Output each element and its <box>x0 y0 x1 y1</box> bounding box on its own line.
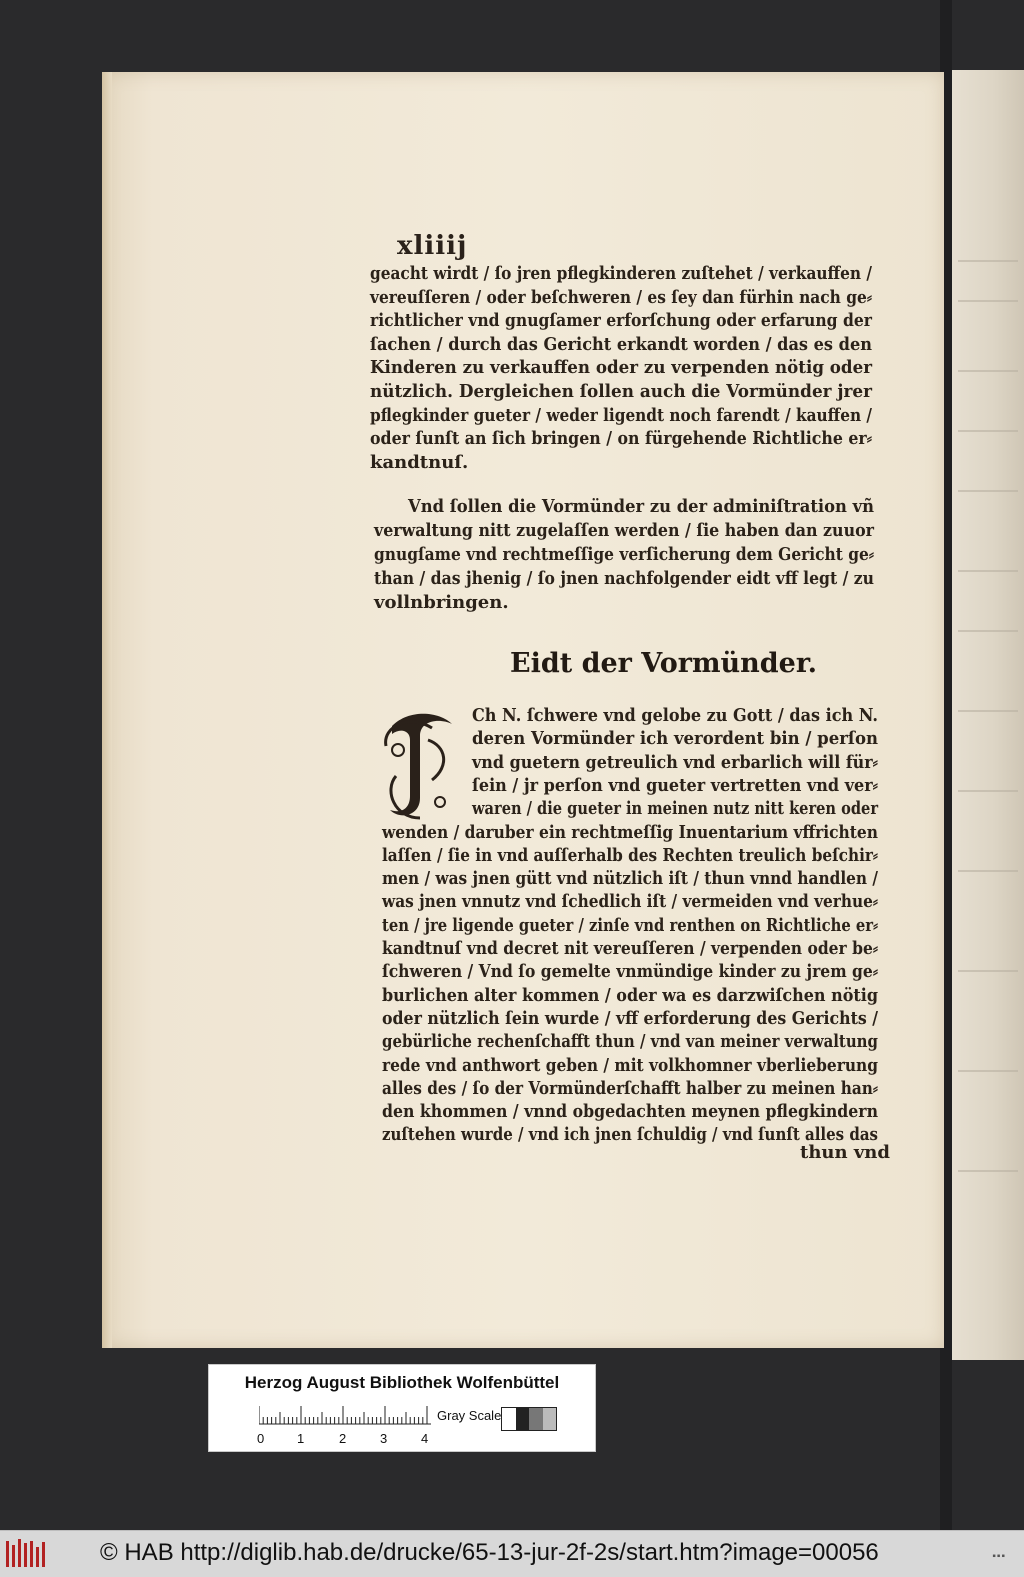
text-line: Vnd ſollen die Vormünder zu der adminiſtration vñ <box>408 496 874 517</box>
text-line: rede vnd anthwort geben / mit volkhomner vberlieberung <box>382 1054 878 1076</box>
text-line: pflegkinder gueter / weder ligendt noch farendt / kauffen / <box>370 404 872 426</box>
text-line: alles des / ſo der Vormünderſchafft halber zu meinen han⸗ <box>382 1077 878 1099</box>
ruler-number: 2 <box>339 1431 347 1446</box>
text-line: kandtnuſ. <box>370 451 469 473</box>
menu-dots-icon: ▪▪▪ <box>992 1551 1006 1562</box>
text-line: nützlich. Dergleichen ſollen auch die Vormünder jrer <box>370 381 872 402</box>
text-line: vollnbringen. <box>374 592 509 613</box>
text-line: ten / jre ligende gueter / zinſe vnd renthen on Richtliche er⸗ <box>382 914 878 936</box>
text-line: vereuſſeren / oder beſchweren / es ſey dan fürhin nach ge⸗ <box>370 286 872 308</box>
text-line: Kinderen zu verkauffen oder zu verpenden nötig oder <box>370 357 872 379</box>
page-edge <box>102 72 112 1348</box>
text-line: richtlicher vnd gnugſamer erforſchung oder erfarung der <box>370 310 872 332</box>
text-line: deren Vormünder ich verordent bin / perſon <box>472 728 878 750</box>
adjacent-page-edge <box>950 70 1024 1360</box>
text-line: den khommen / vnnd obgedachten meynen pflegkindern <box>382 1101 878 1123</box>
gray-scale-label: Gray Scale <box>437 1408 502 1423</box>
text-line: zuſtehen wurde / vnd ich jnen ſchuldig / vnd ſunſt alles das <box>382 1124 878 1146</box>
text-line: Ch N. ſchwere vnd gelobe zu Gott / das ich N. <box>472 705 878 726</box>
text-line: gebürliche rechenſchafft thun / vnd van meiner verwaltung <box>382 1031 878 1053</box>
text-line: ſein / jr perſon vnd gueter vertretten vnd ver⸗ <box>472 774 878 796</box>
text-line: ſachen / durch das Gericht erkandt worden / das es den <box>370 333 872 355</box>
section-heading: Eidt der Vormünder. <box>510 648 818 679</box>
folio-number: xliiij <box>397 231 468 261</box>
text-line: men / was jnen gütt vnd nützlich iſt / thun vnnd handlen / <box>382 868 878 890</box>
text-line: verwaltung nitt zugelaſſen werden / ſie haben dan zuuor <box>374 520 874 541</box>
ruler-number: 4 <box>421 1431 429 1446</box>
text-line: than / das jhenig / ſo jnen nachfolgender eidt vff legt / zu <box>374 568 874 589</box>
text-line: oder ſunſt an ſich bringen / on fürgehende Richtliche er⸗ <box>370 428 872 450</box>
catchword: thun vnd <box>800 1142 890 1163</box>
footer-bar <box>0 1530 1024 1577</box>
ruler-icon <box>259 1405 431 1425</box>
text-line: vnd guetern getreulich vnd erbarlich will für⸗ <box>472 751 878 773</box>
text-line: burlichen alter kommen / oder wa es darzwiſchen nötig <box>382 984 878 1006</box>
text-line: geacht wirdt / ſo jren pflegkinderen zuſtehet / verkauffen / <box>370 263 872 284</box>
text-line: wenden / daruber ein rechtmeſſig Inuentarium vffrichten <box>382 821 878 843</box>
ruler-number: 3 <box>380 1431 388 1446</box>
gray-scale-swatch <box>501 1407 557 1431</box>
decorated-initial-icon <box>380 706 462 826</box>
text-line: waren / die gueter in meinen nutz nitt keren oder <box>472 798 878 820</box>
text-line: was jnen vnnutz vnd ſchedlich iſt / vermeiden vnd verhue⸗ <box>382 891 878 913</box>
library-color-card <box>208 1364 596 1452</box>
text-line: laſſen / ſie in vnd auſſerhalb des Rechten treulich beſchir⸗ <box>382 844 878 866</box>
hab-logo-icon <box>6 1539 46 1569</box>
ruler-number: 0 <box>257 1431 265 1446</box>
text-line: gnugſame vnd rechtmeſſige verſicherung dem Gericht ge⸗ <box>374 544 874 565</box>
copyright-url: © HAB http://diglib.hab.de/drucke/65-13-jur-2f-2s/start.htm?image=00056 <box>100 1539 879 1566</box>
text-line: kandtnuſ vnd decret nit vereuſſeren / verpenden oder be⸗ <box>382 938 878 959</box>
text-line: ſchweren / Vnd ſo gemelte vnmündige kinder zu jrem ge⸗ <box>382 961 878 983</box>
text-line: oder nützlich ſein wurde / vff erforderung des Gerichts / <box>382 1007 878 1029</box>
library-name: Herzog August Bibliothek Wolfenbüttel <box>244 1373 560 1392</box>
ruler-number: 1 <box>297 1431 305 1446</box>
